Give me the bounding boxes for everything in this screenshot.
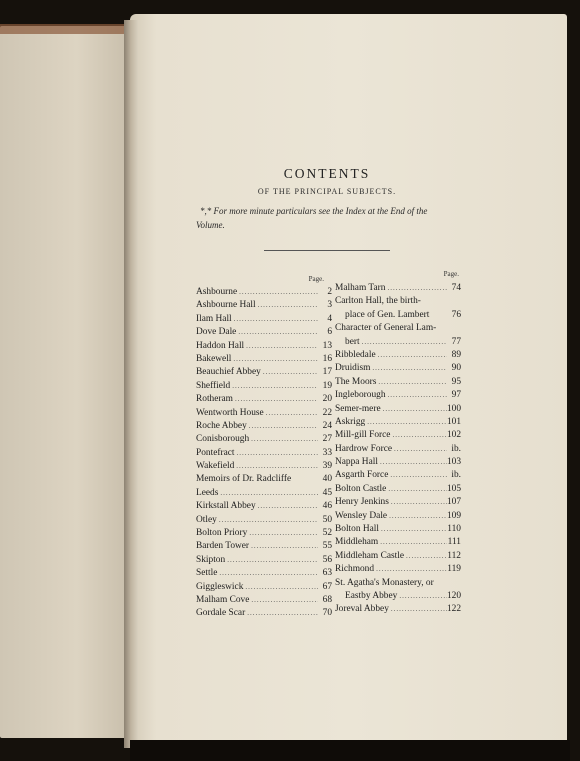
- contents-entry: [335, 469, 461, 482]
- entry-label: Ribbledale: [335, 349, 376, 360]
- entry-label: bert: [345, 336, 360, 347]
- entry-page-number: 55: [322, 541, 332, 552]
- entry-page-number: 3: [327, 300, 332, 311]
- entry-page-number: 27: [322, 434, 332, 445]
- contents-entry: [335, 429, 461, 442]
- entry-label: Otley: [196, 514, 217, 525]
- contents-entry: [335, 523, 461, 536]
- contents-entry: [196, 407, 332, 420]
- contents-entry: [335, 443, 461, 456]
- dot-leader: [225, 554, 318, 567]
- contents-entry: [196, 433, 332, 446]
- dot-leader: [243, 581, 318, 594]
- dot-leader: [232, 313, 318, 326]
- table-surface: [130, 740, 570, 761]
- entry-page-number: 52: [322, 528, 332, 539]
- dot-leader: [381, 403, 447, 416]
- contents-entry: [335, 349, 461, 362]
- contents-entry: [196, 393, 332, 406]
- dot-leader: [376, 349, 447, 362]
- contents-entry: [335, 456, 461, 469]
- contents-entry: [196, 286, 332, 299]
- contents-entry: [335, 322, 461, 335]
- entry-label: Richmond: [335, 564, 375, 575]
- entry-page-number: 6: [327, 327, 332, 338]
- contents-entry: [335, 295, 461, 308]
- entry-label: Rotheram: [196, 394, 233, 405]
- entry-page-number: 100: [446, 403, 461, 414]
- entry-label: Eastby Abbey: [345, 590, 398, 601]
- entry-page-number: 109: [446, 510, 461, 521]
- dot-leader: [386, 483, 447, 496]
- dot-leader: [360, 336, 447, 349]
- dot-leader: [249, 433, 318, 446]
- contents-entry: [196, 540, 332, 553]
- entry-label: Barden Tower: [196, 541, 250, 552]
- dot-leader: [256, 500, 318, 513]
- entry-page-number: 70: [322, 608, 332, 619]
- dot-leader: [390, 429, 446, 442]
- contents-entry: [196, 594, 332, 607]
- entry-page-number: 76: [451, 309, 461, 320]
- entry-label: Sheffield: [196, 380, 231, 391]
- dot-leader: [378, 536, 447, 549]
- entry-label: Ashbourne: [196, 286, 238, 297]
- dot-leader: [404, 550, 447, 563]
- entry-label: Bolton Castle: [335, 483, 387, 494]
- dot-leader: [370, 362, 447, 375]
- contents-entry: [196, 447, 332, 460]
- page-column-label: Page.: [443, 270, 459, 278]
- entry-label: Ingleborough: [335, 390, 386, 401]
- dot-leader: [230, 380, 318, 393]
- entry-page-number: ib.: [451, 470, 461, 481]
- entry-page-number: 103: [446, 457, 461, 468]
- contents-entry: [335, 550, 461, 563]
- contents-entry: [196, 353, 332, 366]
- dot-leader: [389, 496, 447, 509]
- entry-page-number: 24: [322, 420, 332, 431]
- dot-leader: [388, 469, 447, 482]
- dot-leader: [233, 393, 318, 406]
- dot-leader: [385, 282, 447, 295]
- entry-label: Skipton: [196, 554, 226, 565]
- contents-entry: [335, 389, 461, 402]
- entry-page-number: 19: [322, 380, 332, 391]
- entry-label: Haddon Hall: [196, 340, 245, 351]
- book-gutter: [124, 20, 138, 748]
- contents-entry: [196, 313, 332, 326]
- entry-page-number: 111: [447, 537, 461, 548]
- entry-page-number: 16: [322, 353, 332, 364]
- contents-entry: [196, 299, 332, 312]
- dot-leader: [386, 389, 447, 402]
- contents-entry: [196, 607, 332, 620]
- entry-label: Dove Dale: [196, 327, 237, 338]
- left-page-edge: [0, 24, 128, 34]
- contents-entry: [196, 500, 332, 513]
- entry-label: Semer-mere: [335, 403, 381, 414]
- dot-leader: [217, 567, 318, 580]
- entry-label: Wakefield: [196, 461, 235, 472]
- dot-leader: [378, 456, 447, 469]
- entry-page-number: 40: [322, 474, 332, 485]
- entry-page-number: 74: [451, 282, 461, 293]
- entry-label: Malham Tarn: [335, 282, 386, 293]
- contents-entry: [335, 309, 461, 322]
- entry-page-number: 4: [327, 313, 332, 324]
- entry-page-number: 90: [451, 363, 461, 374]
- contents-entry: [196, 554, 332, 567]
- entry-label: Memoirs of Dr. Radcliffe: [196, 474, 292, 485]
- entry-label: St. Agatha's Monastery, or: [335, 577, 434, 588]
- dot-leader: [392, 443, 447, 456]
- page-column-label: Page.: [308, 275, 324, 283]
- dot-leader: [217, 514, 318, 527]
- dot-leader: [249, 594, 318, 607]
- entries-right: [335, 282, 461, 617]
- entry-label: Middleham Castle: [335, 550, 404, 561]
- entries-left: [196, 286, 332, 621]
- entry-page-number: 17: [322, 367, 332, 378]
- entry-page-number: 67: [322, 581, 332, 592]
- entry-page-number: 39: [322, 461, 332, 472]
- dot-leader: [236, 326, 318, 339]
- entry-label: Leeds: [196, 487, 219, 498]
- entry-page-number: 95: [451, 376, 461, 387]
- dot-leader: [376, 376, 447, 389]
- entry-label: Joreval Abbey: [335, 604, 389, 615]
- entry-label: Kirkstall Abbey: [196, 501, 256, 512]
- index-note: *,* For more minute particulars see the Index at the End of the Volume.: [196, 206, 428, 230]
- contents-entry: [335, 590, 461, 603]
- entry-label: The Moors: [335, 376, 377, 387]
- contents-entry: [196, 460, 332, 473]
- entry-label: place of Gen. Lambert: [345, 309, 430, 320]
- dot-leader: [387, 510, 447, 523]
- entry-label: Malham Cove: [196, 594, 250, 605]
- contents-entry: [335, 362, 461, 375]
- left-page: [0, 26, 128, 738]
- contents-entry: [335, 376, 461, 389]
- entry-label: Askrigg: [335, 416, 366, 427]
- entry-page-number: ib.: [451, 443, 461, 454]
- dot-leader: [264, 407, 318, 420]
- contents-entry: [335, 577, 461, 590]
- dot-leader: [237, 286, 318, 299]
- dot-leader: [397, 590, 447, 603]
- contents-entry: [335, 282, 461, 295]
- entry-label: Asgarth Force: [335, 470, 389, 481]
- dot-leader: [231, 353, 318, 366]
- entry-page-number: 13: [322, 340, 332, 351]
- dot-leader: [379, 523, 447, 536]
- entry-label: Bolton Hall: [335, 524, 380, 535]
- contents-entry: [196, 567, 332, 580]
- contents-entry: [196, 366, 332, 379]
- contents-entry: [335, 536, 461, 549]
- entry-label: Beauchief Abbey: [196, 367, 261, 378]
- entry-page-number: 101: [446, 416, 461, 427]
- entry-page-number: 112: [447, 550, 461, 561]
- dot-leader: [374, 563, 447, 576]
- contents-entry: [335, 603, 461, 616]
- contents-entry: [335, 563, 461, 576]
- entry-label: Mill-gill Force: [335, 430, 391, 441]
- entry-label: Druidism: [335, 363, 371, 374]
- entry-page-number: 68: [322, 594, 332, 605]
- entry-label: Nappa Hall: [335, 457, 378, 468]
- contents-entry: [335, 510, 461, 523]
- dot-leader: [389, 603, 447, 616]
- entry-label: Character of General Lam-: [335, 323, 437, 334]
- entry-label: Giggleswick: [196, 581, 244, 592]
- entry-label: Gordale Scar: [196, 608, 246, 619]
- contents-entry: [335, 403, 461, 416]
- entry-label: Settle: [196, 568, 218, 579]
- entry-page-number: 105: [446, 483, 461, 494]
- entry-label: Ashbourne Hall: [196, 300, 256, 311]
- dot-leader: [235, 447, 318, 460]
- entry-page-number: 50: [322, 514, 332, 525]
- dot-leader: [256, 299, 318, 312]
- dot-leader: [245, 607, 318, 620]
- dot-leader: [234, 460, 318, 473]
- entry-label: Ilam Hall: [196, 313, 232, 324]
- entry-label: Middleham: [335, 537, 379, 548]
- contents-entry: [196, 420, 332, 433]
- entry-page-number: 119: [447, 564, 461, 575]
- dot-leader: [218, 487, 318, 500]
- entry-label: Wensley Dale: [335, 510, 388, 521]
- dot-leader: [261, 366, 318, 379]
- entry-page-number: 102: [446, 430, 461, 441]
- entry-page-number: 2: [327, 286, 332, 297]
- contents-entry: [335, 483, 461, 496]
- entry-page-number: 20: [322, 394, 332, 405]
- entry-page-number: 56: [322, 554, 332, 565]
- entry-label: Hardrow Force: [335, 443, 393, 454]
- entry-label: Bakewell: [196, 353, 232, 364]
- contents-entry: [196, 380, 332, 393]
- entry-label: Roche Abbey: [196, 420, 247, 431]
- entry-page-number: 110: [447, 524, 461, 535]
- contents-entry: [196, 527, 332, 540]
- entry-label: Wentworth House: [196, 407, 264, 418]
- entry-page-number: 97: [451, 390, 461, 401]
- contents-entry: [196, 581, 332, 594]
- dot-leader: [365, 416, 447, 429]
- page-title: CONTENTS: [283, 166, 371, 181]
- dot-leader: [247, 420, 318, 433]
- entry-page-number: 22: [322, 407, 332, 418]
- contents-entry: [335, 496, 461, 509]
- dot-leader: [249, 540, 318, 553]
- contents-entry: [196, 514, 332, 527]
- entry-page-number: 33: [322, 447, 332, 458]
- contents-entry: [335, 416, 461, 429]
- entry-page-number: 45: [322, 487, 332, 498]
- page-subtitle: OF THE PRINCIPAL SUBJECTS.: [257, 187, 397, 196]
- contents-entry: [196, 340, 332, 353]
- entry-page-number: 122: [446, 604, 461, 615]
- contents-entry: [196, 326, 332, 339]
- entry-label: Carlton Hall, the birth-: [335, 296, 421, 307]
- entry-page-number: 46: [322, 501, 332, 512]
- contents-entry: [196, 473, 332, 486]
- dot-leader: [247, 527, 318, 540]
- dot-leader: [244, 340, 318, 353]
- divider-rule: [264, 250, 390, 251]
- entry-label: Bolton Priory: [196, 528, 248, 539]
- entry-page-number: 120: [446, 590, 461, 601]
- entry-page-number: 63: [322, 568, 332, 579]
- contents-entry: [196, 487, 332, 500]
- entry-label: Henry Jenkins: [335, 497, 389, 508]
- entry-page-number: 107: [446, 497, 461, 508]
- entry-label: Conisborough: [196, 434, 250, 445]
- entry-label: Pontefract: [196, 447, 235, 458]
- entry-page-number: 77: [451, 336, 461, 347]
- entry-page-number: 89: [451, 349, 461, 360]
- contents-entry: [335, 336, 461, 349]
